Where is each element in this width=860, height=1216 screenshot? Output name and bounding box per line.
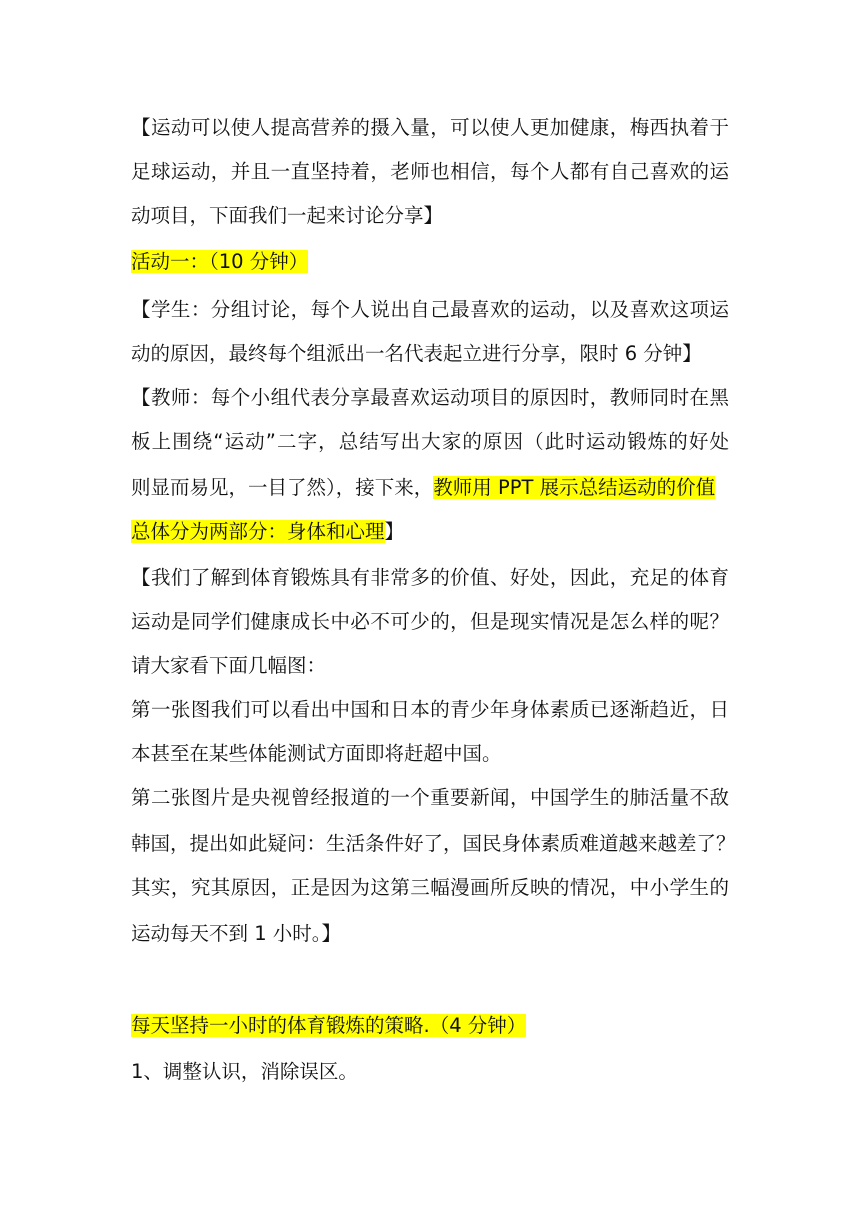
reality-paragraph-line-1: 【我们了解到体育锻炼具有非常多的价值、好处，因此，充足的体育: [131, 566, 729, 589]
intro-paragraph-line-3: 动项目，下面我们一起来讨论分享】: [131, 204, 444, 227]
teacher-paragraph-line-1: 【教师：每个小组代表分享最喜欢运动项目的原因时，教师同时在黑: [131, 386, 729, 409]
teacher-paragraph-line-2: 板上围绕“运动”二字，总结写出大家的原因（此时运动锻炼的好处: [131, 430, 729, 453]
teacher-paragraph-line-4: [131, 514, 404, 550]
strategy-heading-text: 每天坚持一小时的体育锻炼的策略.（4 分钟）: [131, 1014, 527, 1037]
student-paragraph-line-1: 【学生：分组讨论，每个人说出自己最喜欢的运动，以及喜欢这项运: [131, 298, 729, 321]
strategy-item-1: 1、调整认识，消除误区。: [131, 1060, 358, 1083]
figure1-paragraph-line-1: 第一张图我们可以看出中国和日本的青少年身体素质已逐渐趋近，日: [131, 698, 729, 721]
figure2-paragraph-line-3: 其实，究其原因，正是因为这第三幅漫画所反映的情况，中小学生的: [131, 876, 729, 899]
intro-paragraph-line-2: 足球运动，并且一直坚持着，老师也相信，每个人都有自己喜欢的运: [131, 160, 729, 183]
figure2-paragraph-line-4: 运动每天不到 1 小时。】: [131, 922, 342, 945]
figure2-paragraph-line-1: 第二张图片是央视曾经报道的一个重要新闻，中国学生的肺活量不敌: [131, 786, 729, 809]
figure1-paragraph-line-2: 本甚至在某些体能测试方面即将赶超中国。: [131, 742, 502, 765]
teacher-paragraph-line-3-highlight: 教师用 PPT 展示总结运动的价值: [433, 476, 716, 499]
reality-paragraph-line-2: 运动是同学们健康成长中必不可少的，但是现实情况是怎么样的呢？: [131, 610, 729, 633]
activity1-heading: [131, 244, 308, 280]
teacher-paragraph-line-3: [131, 470, 715, 506]
figure2-paragraph-line-2: 韩国，提出如此疑问：生活条件好了，国民身体素质难道越来越差了？: [131, 832, 736, 855]
intro-paragraph-line-1: 【运动可以使人提高营养的摄入量，可以使人更加健康，梅西执着于: [131, 116, 729, 139]
student-paragraph-line-2: 动的原因，最终每个组派出一名代表起立进行分享，限时 6 分钟】: [131, 342, 702, 365]
teacher-paragraph-line-3-plain: 则显而易见，一目了然），接下来，: [131, 476, 434, 499]
teacher-paragraph-line-4-highlight: 总体分为两部分：身体和心理: [131, 520, 385, 543]
activity1-heading-text: 活动一：（10 分钟）: [131, 250, 309, 273]
reality-paragraph-line-3: 请大家看下面几幅图：: [131, 654, 327, 677]
teacher-paragraph-line-4-plain: 】: [384, 520, 405, 543]
strategy-heading: [131, 1008, 526, 1044]
